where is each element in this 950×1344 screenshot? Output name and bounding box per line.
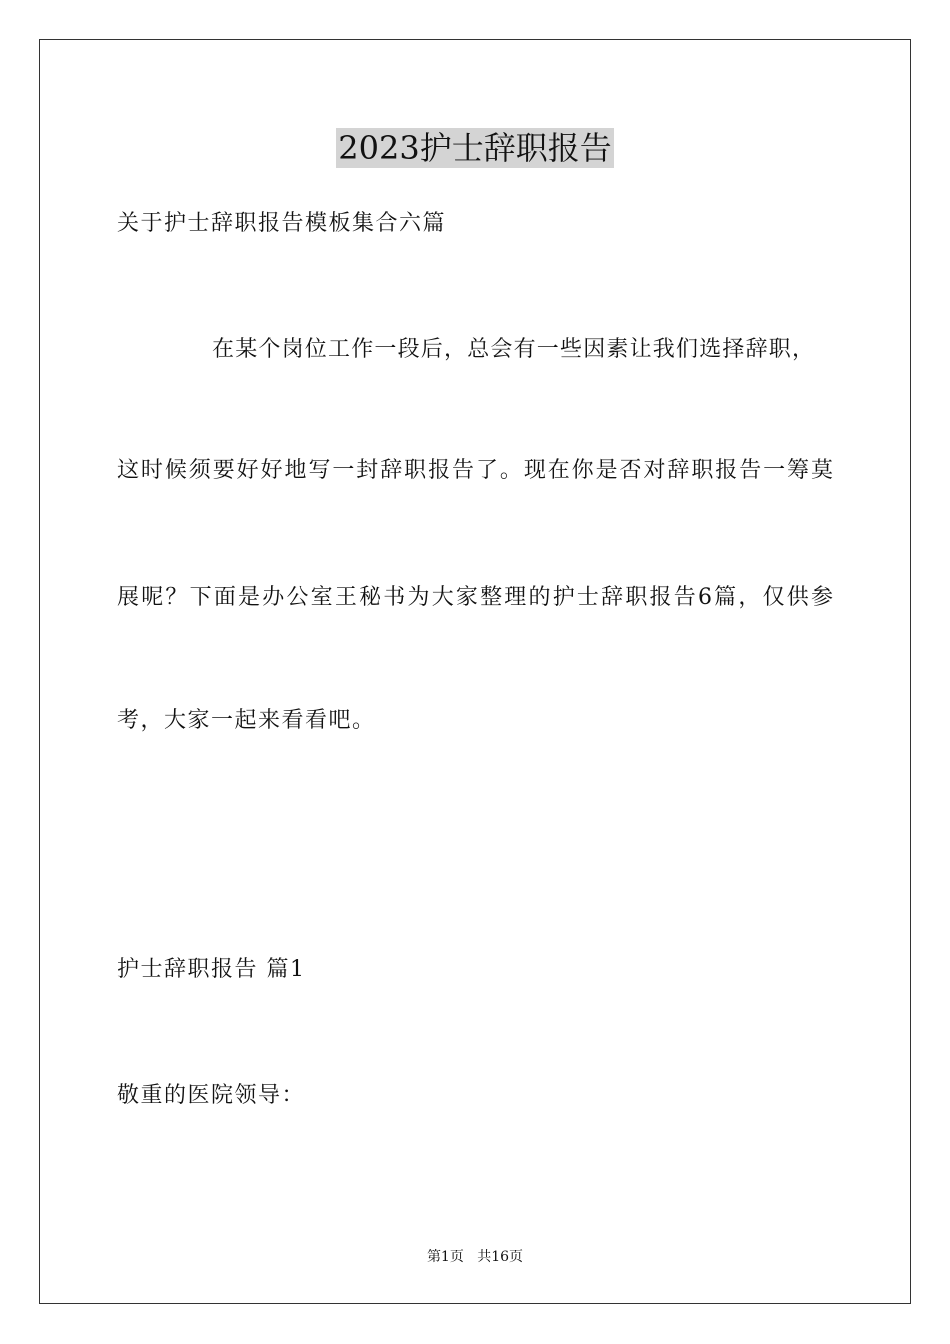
intro-line-3: 展呢？下面是办公室王秘书为大家整理的护士辞职报告6篇，仅供参 (117, 585, 833, 610)
salutation: 敬重的医院领导： (117, 1083, 306, 1108)
section-heading: 护士辞职报告 篇1 (117, 957, 306, 982)
intro-line-2: 这时候须要好好地写一封辞职报告了。现在你是否对辞职报告一筹莫 (117, 458, 833, 483)
intro-line-4: 考，大家一起来看看吧。 (117, 708, 376, 733)
intro-line-1: 在某个岗位工作一段后，总会有一些因素让我们选择辞职， (212, 337, 816, 362)
page-total: 共16页 (477, 1249, 524, 1265)
document-title: 2023护士辞职报告 (338, 129, 612, 167)
page-footer (0, 1248, 950, 1266)
title-container (0, 128, 950, 168)
page-number: 第1页 (426, 1249, 464, 1265)
document-subtitle: 关于护士辞职报告模板集合六篇 (117, 211, 447, 236)
